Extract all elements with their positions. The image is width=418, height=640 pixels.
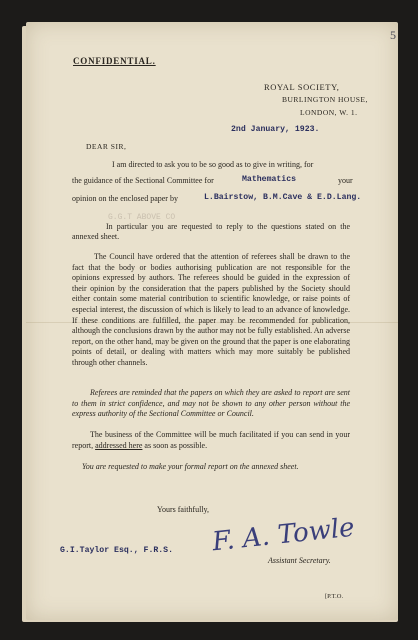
para5-business: The business of the Committee will be much facilitated if you can send in your report, addressed here as soon as possible. <box>72 430 350 450</box>
letter-date: 2nd January, 1923. <box>231 125 320 134</box>
corner-number: 5 <box>390 28 396 42</box>
para1-line1: I am directed to ask you to be so good as to give in writing, for <box>112 160 314 169</box>
subject-field: Mathematics <box>242 175 297 184</box>
para1-line2-start: the guidance of the Sectional Committee for <box>72 176 214 185</box>
signature: F. A. Towle <box>210 512 356 558</box>
address-city: LONDON, W. 1. <box>300 108 358 117</box>
salutation: DEAR SIR, <box>86 142 127 151</box>
confidential-heading: CONFIDENTIAL. <box>73 56 156 66</box>
para4-referees: Referees are reminded that the papers on which they are asked to report are sent to them in strict confidence, and may not be shown to any other person without the express authority of the Sectional Committee or Council. <box>72 388 350 419</box>
signatory-title: Assistant Secretary. <box>268 556 331 565</box>
address-building: BURLINGTON HOUSE, <box>282 95 368 104</box>
para1-line3-start: opinion on the enclosed paper by <box>72 194 178 203</box>
para3-council: The Council have ordered that the attention of referees shall be drawn to the fact that the body or bodies authorising publication are not responsible for the opinions expressed by authors. The referees should be guided in the expression of their opinion by the consideration that the papers published by the Society should either contain some material contribution to scientific knowledge, or raise points of especial interest, the discussion of which is likely to lead to an advance of knowledge. If these conditions are fulfilled, the paper may be recommended for publication, although the conclusions drawn by the author may not be fully established. An adverse report, on the other hand, may be given on the ground that the paper is one elaborating points of detail, or dealing with matters which may more suitably be published through other channels. <box>72 252 350 367</box>
closing: Yours faithfully, <box>157 505 210 514</box>
address-org: ROYAL SOCIETY, <box>264 82 340 92</box>
para6-formal-report: You are requested to make your formal report on the annexed sheet. <box>82 462 299 471</box>
addressee: G.I.Taylor Esq., F.R.S. <box>60 546 174 555</box>
pto-mark: [P.T.O. <box>325 593 344 600</box>
para1-line2-end: your <box>338 176 353 185</box>
authors-field: L.Bairstow, B.M.Cave & E.D.Lang. <box>204 193 362 202</box>
addressed-here: addressed here <box>95 440 143 450</box>
faint-stamp: G.G.T ABOVE CO <box>108 213 176 222</box>
para2: In particular you are requested to reply to the questions stated on the annexed sheet. <box>72 222 350 241</box>
